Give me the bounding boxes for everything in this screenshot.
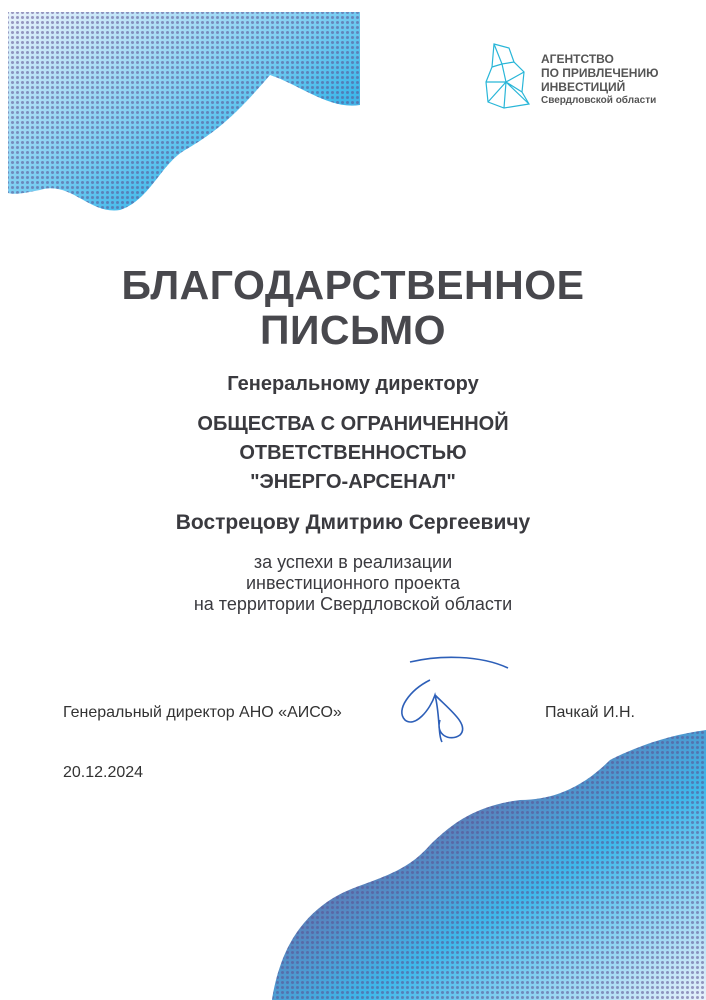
reason-line-1: за успехи в реализации: [253, 552, 453, 572]
logo-line-1: АГЕНТСТВО: [541, 52, 614, 66]
signature: [390, 650, 520, 750]
reason-line-2: инвестиционного проекта: [245, 573, 461, 593]
bottom-right-wave: [272, 730, 706, 1000]
reason-line-3: на территории Свердловской области: [193, 594, 513, 614]
title-line-1: БЛАГОДАРСТВЕННОЕ: [121, 262, 585, 308]
company-line-1: ОБЩЕСТВА С ОГРАНИЧЕННОЙ: [197, 413, 509, 435]
recipient-name: Вострецову Дмитрию Сергеевичу: [175, 511, 531, 534]
document-date: 20.12.2024: [63, 764, 144, 781]
logo-line-2: ПО ПРИВЛЕЧЕНИЮ: [541, 66, 659, 80]
company-line-2: ОТВЕТСТВЕННОСТЬЮ: [239, 442, 467, 464]
region-map-icon: [484, 42, 536, 110]
company-line-3: "ЭНЕРГО-АРСЕНАЛ": [250, 471, 456, 493]
title-line-2: ПИСЬМО: [259, 307, 447, 353]
signatory-position: Генеральный директор АНО «АИСО»: [63, 704, 342, 721]
signatory-name: Пачкай И.Н.: [545, 704, 635, 721]
logo-subtitle: Свердловской области: [541, 95, 657, 106]
logo-line-3: ИНВЕСТИЦИЙ: [541, 80, 626, 94]
recipient-position: Генеральному директору: [227, 373, 479, 395]
top-left-wave: [8, 12, 360, 210]
